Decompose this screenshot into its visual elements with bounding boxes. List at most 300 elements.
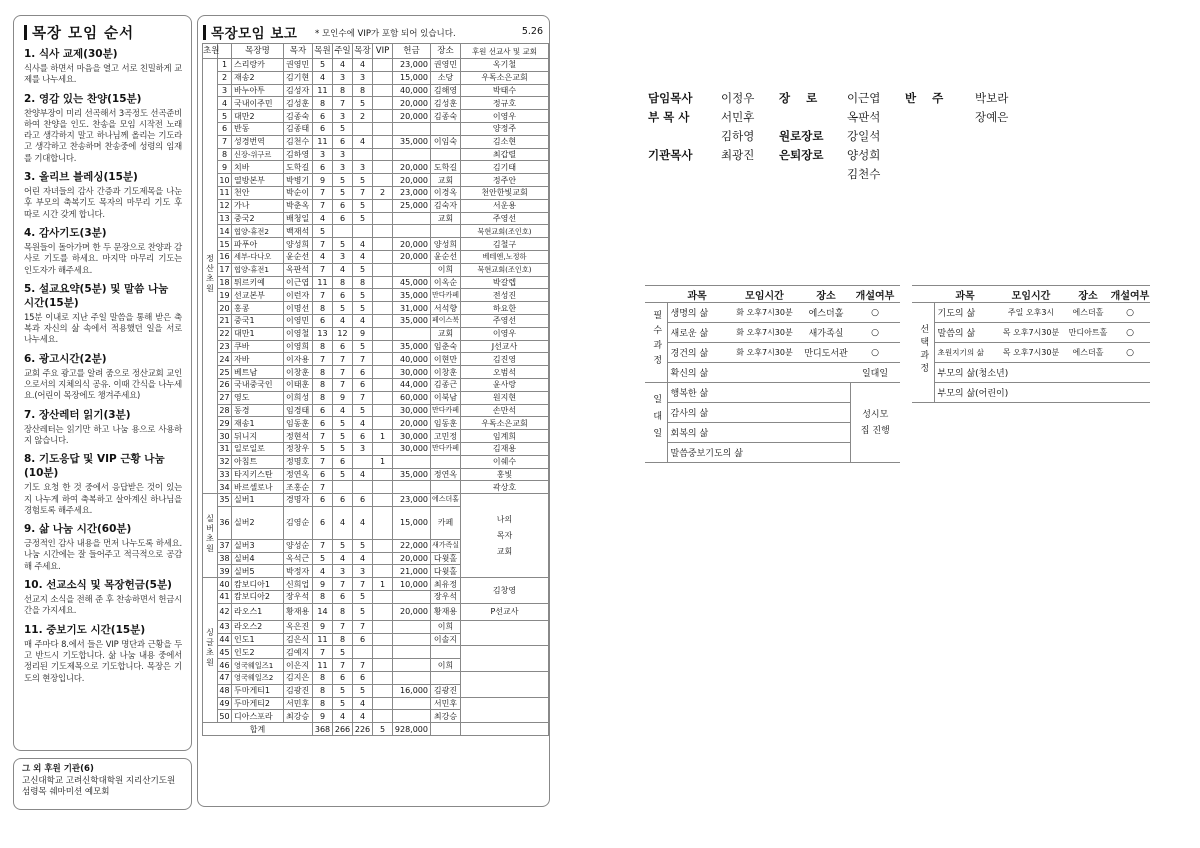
course-cell xyxy=(727,363,802,383)
roster-cell xyxy=(333,481,353,494)
roster-cell: 6 xyxy=(333,494,353,507)
roster-cell: 8 xyxy=(313,366,333,379)
roster-cell: 30,000 xyxy=(393,366,431,379)
roster-cell: 14 xyxy=(313,603,333,620)
roster-cell: 9 xyxy=(313,620,333,633)
roster-cell xyxy=(373,84,393,97)
roster-cell: 동경 xyxy=(232,404,284,417)
roster-support-cell xyxy=(461,697,549,723)
roster-cell: 김지은 xyxy=(284,672,313,685)
roster-cell: 4 xyxy=(333,263,353,276)
course-row xyxy=(912,363,1150,383)
roster-cell xyxy=(373,263,393,276)
roster-cell: 김하영 xyxy=(284,148,313,161)
roster-cell: 김광진 xyxy=(284,684,313,697)
roster-cell: 7 xyxy=(353,353,373,366)
roster-cell: 23,000 xyxy=(393,186,431,199)
roster-cell: 20,000 xyxy=(393,161,431,174)
roster-support-cell: 김재용 xyxy=(461,442,549,455)
roster-support-cell xyxy=(461,646,549,672)
roster-row xyxy=(203,404,549,417)
course-cell: 말씀의 삶 xyxy=(934,323,996,343)
roster-cell xyxy=(373,684,393,697)
roster-support-cell: 서운용 xyxy=(461,199,549,212)
order-section-heading: 7. 장산레터 읽기(3분) xyxy=(24,408,131,421)
roster-col-header: 장소 xyxy=(431,44,461,59)
roster-support-cell: 김기태 xyxy=(461,161,549,174)
roster-cell: 이명선 xyxy=(284,302,313,315)
roster-cell: 이런자 xyxy=(284,289,313,302)
roster-cell: 신장-위구르 xyxy=(232,148,284,161)
roster-row xyxy=(203,110,549,123)
roster-support-cell: 홍빛 xyxy=(461,468,549,481)
roster-support-cell: 임계희 xyxy=(461,430,549,443)
roster-cell xyxy=(393,263,431,276)
roster-cell: 9 xyxy=(353,327,373,340)
order-section-body: 찬양부장이 미리 선곡해서 3곡정도 선곡준비하여 찬양을 인도. 찬송을 모임 시작전 노래라고 생각하지 말고 하나님께 올리는 기도라고 생각하고 찬송하며 찬송중에 성령의 임재를 기대합니다. xyxy=(24,107,182,163)
roster-row xyxy=(203,417,549,430)
roster-cell: 7 xyxy=(333,97,353,110)
roster-cell: 48 xyxy=(219,686,230,696)
order-section-body: 기도 요청 한 것 중에서 응답받은 것이 있는지 나누게 하여 축복하고 살아계신 하나님을 경험토록 해주세요. xyxy=(24,482,182,515)
staff-label: 담임목사 xyxy=(648,91,693,105)
roster-cell: 5 xyxy=(353,174,373,187)
roster-cell: 3 xyxy=(353,71,373,84)
roster-cell xyxy=(373,659,393,672)
roster-cell xyxy=(393,455,431,468)
roster-cell: 일로일로 xyxy=(232,442,284,455)
roster-cell xyxy=(373,135,393,148)
roster-cell: 에스더홀 xyxy=(431,494,461,507)
roster-cell: 6 xyxy=(353,378,373,391)
roster-cell xyxy=(373,97,393,110)
roster-cell: 세부-다나오 xyxy=(232,250,284,263)
staff-label: 기관목사 xyxy=(648,148,693,162)
roster-cell: 스리랑카 xyxy=(232,59,284,72)
order-section xyxy=(24,352,182,402)
roster-cell: 5 xyxy=(353,684,373,697)
roster-cell: 11 xyxy=(313,633,333,646)
roster-cell: 천안 xyxy=(232,186,284,199)
roster-cell: 4 xyxy=(353,468,373,481)
roster-row xyxy=(203,603,549,620)
roster-support-line: 교회 xyxy=(496,546,513,556)
roster-cell: 정현석 xyxy=(284,430,313,443)
course-cell: ○ xyxy=(1110,303,1150,323)
roster-cell: 박병기 xyxy=(284,174,313,187)
roster-cell: 35,000 xyxy=(393,289,431,302)
roster-total-cell xyxy=(431,723,461,736)
roster-support-cell: J선교사 xyxy=(461,340,549,353)
roster-total-cell: 266 xyxy=(333,723,353,736)
roster-row xyxy=(203,199,549,212)
roster-cell: 23 xyxy=(219,341,230,351)
roster-col-header: 헌금 xyxy=(393,44,431,59)
roster-cell: 4 xyxy=(353,250,373,263)
roster-group-cell xyxy=(203,578,218,723)
roster-support-cell: 윤사랑 xyxy=(461,378,549,391)
roster-cell: 6 xyxy=(333,289,353,302)
roster-cell: 정연옥 xyxy=(284,468,313,481)
roster-cell: 윤순선 xyxy=(284,250,313,263)
order-section-heading: 4. 감사기도(3분) xyxy=(24,226,107,239)
roster-cell xyxy=(373,646,393,659)
roster-cell: 타지키스탄 xyxy=(232,468,284,481)
roster-cell xyxy=(373,633,393,646)
roster-cell xyxy=(373,591,393,604)
roster-cell xyxy=(373,697,393,710)
roster-cell: 45 xyxy=(219,647,230,657)
roster-cell: 이창훈 xyxy=(431,366,461,379)
roster-cell xyxy=(393,633,431,646)
roster-cell: 6 xyxy=(313,506,333,539)
roster-cell: 15 xyxy=(219,239,230,249)
roster-cell: 7 xyxy=(333,620,353,633)
roster-cell: 8 xyxy=(313,302,333,315)
roster-cell: 이희성 xyxy=(284,391,313,404)
roster-cell: 4 xyxy=(313,71,333,84)
roster-support-cell: 전성진 xyxy=(461,289,549,302)
roster-row xyxy=(203,212,549,225)
roster-cell xyxy=(373,404,393,417)
roster-cell: 7 xyxy=(333,659,353,672)
roster-row xyxy=(203,442,549,455)
roster-cell: 9 xyxy=(313,174,333,187)
roster-cell xyxy=(373,620,393,633)
report-header xyxy=(198,16,551,42)
roster-cell: 홍콩 xyxy=(232,302,284,315)
roster-cell: 13 xyxy=(219,213,230,223)
roster-cell: 최유정 xyxy=(431,578,461,591)
roster-cell: 김예지 xyxy=(284,646,313,659)
roster-cell: 5 xyxy=(333,174,353,187)
roster-cell: 8 xyxy=(313,591,333,604)
roster-col-header: 목원 xyxy=(313,44,333,59)
roster-cell: 5 xyxy=(333,442,353,455)
roster-cell: 3 xyxy=(313,148,333,161)
roster-cell xyxy=(373,59,393,72)
roster-row xyxy=(203,578,549,591)
roster-cell: 페이스북 xyxy=(431,314,461,327)
roster-cell: 최강승 xyxy=(284,710,313,723)
roster-support-cell: 양정주 xyxy=(461,122,549,135)
order-section xyxy=(24,47,182,86)
roster-cell: 12 xyxy=(333,327,353,340)
roster-cell xyxy=(353,481,373,494)
order-section-heading: 8. 기도응답 및 VIP 근황 나눔(10분) xyxy=(24,453,165,480)
roster-cell: 7 xyxy=(313,238,333,251)
roster-row xyxy=(203,186,549,199)
roster-cell: 5 xyxy=(353,263,373,276)
roster-cell: 4 xyxy=(333,314,353,327)
roster-cell: 8 xyxy=(313,340,333,353)
roster-cell: 8 xyxy=(333,276,353,289)
roster-cell xyxy=(373,506,393,539)
roster-row xyxy=(203,430,549,443)
roster-cell: 교회 xyxy=(431,212,461,225)
roster-cell: 중국1 xyxy=(232,314,284,327)
roster-cell xyxy=(373,539,393,552)
course-cell: 부모의 삶(어린이) xyxy=(934,383,1150,403)
roster-cell: 실버4 xyxy=(232,552,284,565)
staff-name: 강일석 xyxy=(847,129,881,143)
roster-cell: 40,000 xyxy=(393,84,431,97)
roster-cell: 4 xyxy=(353,506,373,539)
roster-cell: 6 xyxy=(313,314,333,327)
staff-name: 이정우 xyxy=(721,91,755,105)
roster-cell: 협양-휴전2 xyxy=(232,225,284,238)
roster-cell: 8 xyxy=(333,633,353,646)
roster-cell xyxy=(373,225,393,238)
roster-cell: 박순이 xyxy=(284,186,313,199)
roster-cell: 5 xyxy=(333,417,353,430)
meeting-order-title: 목장 모임 순서 xyxy=(24,22,182,43)
roster-cell: 이영철 xyxy=(284,327,313,340)
course-cell: ○ xyxy=(850,343,900,363)
roster-row xyxy=(203,276,549,289)
roster-cell: 7 xyxy=(333,353,353,366)
course-cell: ○ xyxy=(1110,323,1150,343)
order-section-body: 목원들이 돌아가며 한 두 문장으로 찬양과 감사로 기도를 하세요. 마지막 마무리 기도는 인도자가 해주세요. xyxy=(24,241,182,275)
roster-support-cell: 최갑렬 xyxy=(461,148,549,161)
roster-cell: 18 xyxy=(219,277,230,287)
roster-cell: 임경태 xyxy=(284,404,313,417)
roster-row xyxy=(203,161,549,174)
roster-cell: 6 xyxy=(313,122,333,135)
roster-cell: 6 xyxy=(313,494,333,507)
staff-label: 부 목 사 xyxy=(648,110,690,124)
roster-support-cell: 정주안 xyxy=(461,174,549,187)
roster-cell: 바누아투 xyxy=(232,84,284,97)
order-section-heading: 6. 광고시간(2분) xyxy=(24,352,107,365)
roster-cell: 8 xyxy=(313,97,333,110)
roster-cell: 3 xyxy=(333,250,353,263)
roster-support-cell xyxy=(461,672,549,698)
roster-cell: 5 xyxy=(218,110,232,123)
roster-cell: 5 xyxy=(353,603,373,620)
roster-cell: 6 xyxy=(333,212,353,225)
roster-cell: 7 xyxy=(313,263,333,276)
roster-cell: 영도 xyxy=(232,391,284,404)
roster-cell xyxy=(373,442,393,455)
roster-group-label: 싱글초원 xyxy=(205,628,215,669)
course-cell: 만디도서관 xyxy=(802,343,850,363)
staff-label: 반 주 xyxy=(905,91,944,105)
roster-cell: 5 xyxy=(353,340,373,353)
roster-cell: 22 xyxy=(219,329,230,339)
roster-cell: 8 xyxy=(313,391,333,404)
roster-cell: 튀르키예 xyxy=(232,276,284,289)
roster-cell: 이북남 xyxy=(431,391,461,404)
roster-cell: 옥석근 xyxy=(284,552,313,565)
roster-group-label: 정산초원 xyxy=(205,254,215,295)
roster-cell: 5 xyxy=(333,186,353,199)
roster-cell: 정창우 xyxy=(284,442,313,455)
roster-cell: 19 xyxy=(219,290,230,300)
roster-cell: 서석향 xyxy=(431,302,461,315)
roster-support-cell: 정규호 xyxy=(461,97,549,110)
roster-row xyxy=(203,97,549,110)
order-section xyxy=(24,226,182,276)
order-section xyxy=(24,623,182,684)
roster-row xyxy=(203,378,549,391)
roster-row xyxy=(203,289,549,302)
roster-cell: 김은식 xyxy=(284,633,313,646)
roster-cell: 7 xyxy=(353,620,373,633)
roster-cell: 6 xyxy=(313,404,333,417)
roster-cell: 라오스1 xyxy=(232,603,284,620)
roster-total-row xyxy=(203,723,549,736)
roster-support-line: 나의 xyxy=(496,514,513,524)
roster-cell: 35,000 xyxy=(393,340,431,353)
roster-cell: 국내이주민 xyxy=(232,97,284,110)
roster-cell: 11 xyxy=(219,188,230,198)
roster-cell: 6 xyxy=(333,199,353,212)
staff-name: 이근엽 xyxy=(847,91,881,105)
staff-name: 박보라 xyxy=(975,91,1009,105)
report-panel xyxy=(197,15,550,807)
roster-cell: 실버1 xyxy=(232,494,284,507)
roster-cell: 8 xyxy=(353,84,373,97)
roster-support-cell: 주영선 xyxy=(461,314,549,327)
roster-support-cell: 곽상호 xyxy=(461,481,549,494)
roster-cell: 뒤니지 xyxy=(232,430,284,443)
roster-cell: 대만2 xyxy=(232,110,284,123)
roster-support-cell: 묵현교회(조인호) xyxy=(461,263,549,276)
roster-cell: 8 xyxy=(333,603,353,620)
roster-cell: 8 xyxy=(313,684,333,697)
roster-cell: 45,000 xyxy=(393,276,431,289)
course-cell: 새로운 삶 xyxy=(667,323,727,343)
col-header: 과목 xyxy=(934,286,996,303)
roster-cell: 5 xyxy=(353,539,373,552)
roster-col-header: 목장 xyxy=(353,44,373,59)
staff-label: 은퇴장로 xyxy=(779,148,824,162)
course-row xyxy=(645,303,900,323)
roster-col-header: 초원 xyxy=(203,44,218,59)
roster-cell: 쿠바 xyxy=(232,340,284,353)
roster-row xyxy=(203,391,549,404)
roster-cell: 임동훈 xyxy=(284,417,313,430)
roster-cell: 가나 xyxy=(232,199,284,212)
roster-col-header: 주일 xyxy=(333,44,353,59)
roster-cell: 3 xyxy=(353,442,373,455)
order-section-heading: 11. 중보기도 시간(15분) xyxy=(24,623,146,636)
roster-cell: 4 xyxy=(313,250,333,263)
roster-cell: 이희 xyxy=(431,620,461,633)
roster-cell: 교회 xyxy=(431,327,461,340)
roster-support-cell: 우독소은교회 xyxy=(461,417,549,430)
roster-cell: 40 xyxy=(219,579,230,589)
roster-cell: 2 xyxy=(373,186,393,199)
course-cell: 만디아트홀 xyxy=(1066,323,1110,343)
roster-cell xyxy=(393,672,431,685)
course-cell: 말씀중보기도의 삶 xyxy=(667,443,850,463)
roster-cell: 이희 xyxy=(431,659,461,672)
staff-label: 원로장로 xyxy=(779,129,824,143)
roster-support-cell: 이영우 xyxy=(461,327,549,340)
roster-cell: 배청일 xyxy=(284,212,313,225)
roster-cell xyxy=(373,148,393,161)
col-header: 모임시간 xyxy=(727,286,802,303)
roster-cell: 34 xyxy=(219,482,230,492)
roster-cell: 신희업 xyxy=(284,578,313,591)
roster-cell: 장우석 xyxy=(284,591,313,604)
roster-row xyxy=(203,494,549,507)
order-section-body: 장산레터는 읽기만 하고 나눔 용으로 사용하지 않습니다. xyxy=(24,423,182,445)
roster-cell: 42 xyxy=(218,603,232,620)
roster-cell: 인도1 xyxy=(232,633,284,646)
roster-cell: 31,000 xyxy=(393,302,431,315)
roster-cell: 6 xyxy=(333,455,353,468)
roster-cell: 5 xyxy=(333,646,353,659)
roster-cell: 11 xyxy=(313,659,333,672)
course-group-cell xyxy=(645,383,667,463)
roster-group-cell xyxy=(203,59,218,494)
roster-support-cell xyxy=(461,620,549,646)
roster-cell xyxy=(373,603,393,620)
roster-cell: 7 xyxy=(313,430,333,443)
title-bar xyxy=(203,25,206,40)
roster-cell xyxy=(431,148,461,161)
roster-cell xyxy=(393,710,431,723)
roster-row xyxy=(203,468,549,481)
order-section-heading: 3. 올리브 블레싱(15분) xyxy=(24,171,138,184)
roster-cell: 백재석 xyxy=(284,225,313,238)
roster-col-header: VIP xyxy=(373,44,393,59)
staff-label: 장 로 xyxy=(779,91,818,105)
course-row xyxy=(912,383,1150,403)
roster-cell xyxy=(373,302,393,315)
roster-cell: 41 xyxy=(219,592,230,602)
roster-cell: 30 xyxy=(219,431,230,441)
roster-cell: 21 xyxy=(219,316,230,326)
roster-cell: 22,000 xyxy=(393,539,431,552)
roster-cell: 4 xyxy=(353,135,373,148)
roster-cell: 32 xyxy=(219,457,230,467)
roster-cell: 5 xyxy=(353,404,373,417)
roster-cell: 7 xyxy=(313,481,333,494)
meeting-order-panel xyxy=(13,15,192,751)
order-section xyxy=(24,92,182,164)
roster-cell: 교회 xyxy=(431,174,461,187)
roster-cell xyxy=(393,697,431,710)
roster-cell xyxy=(373,391,393,404)
roster-cell: 23,000 xyxy=(393,494,431,507)
roster-cell: 협양-휴전1 xyxy=(232,263,284,276)
roster-header-row xyxy=(203,44,549,59)
roster-cell: 3 xyxy=(218,84,232,97)
roster-cell: 이태훈 xyxy=(284,378,313,391)
staff-name: 옥판석 xyxy=(847,110,881,124)
roster-cell: 9 xyxy=(313,710,333,723)
roster-row xyxy=(203,71,549,84)
roster-cell: 5 xyxy=(313,59,333,72)
required-courses-table xyxy=(645,285,900,463)
roster-cell: 영국웨일즈1 xyxy=(232,659,284,672)
course-cell: 감사의 삶 xyxy=(667,403,850,423)
roster-cell: 20,000 xyxy=(393,417,431,430)
roster-cell: 옥판석 xyxy=(284,263,313,276)
roster-cell: 39 xyxy=(219,566,230,576)
roster-cell: 양성순 xyxy=(284,539,313,552)
roster-cell xyxy=(431,646,461,659)
roster-cell: 옥은진 xyxy=(284,620,313,633)
order-section xyxy=(24,452,182,516)
roster-cell: 60,000 xyxy=(393,391,431,404)
roster-cell: 실버3 xyxy=(232,539,284,552)
course-cell: 에스더홀 xyxy=(1066,343,1110,363)
